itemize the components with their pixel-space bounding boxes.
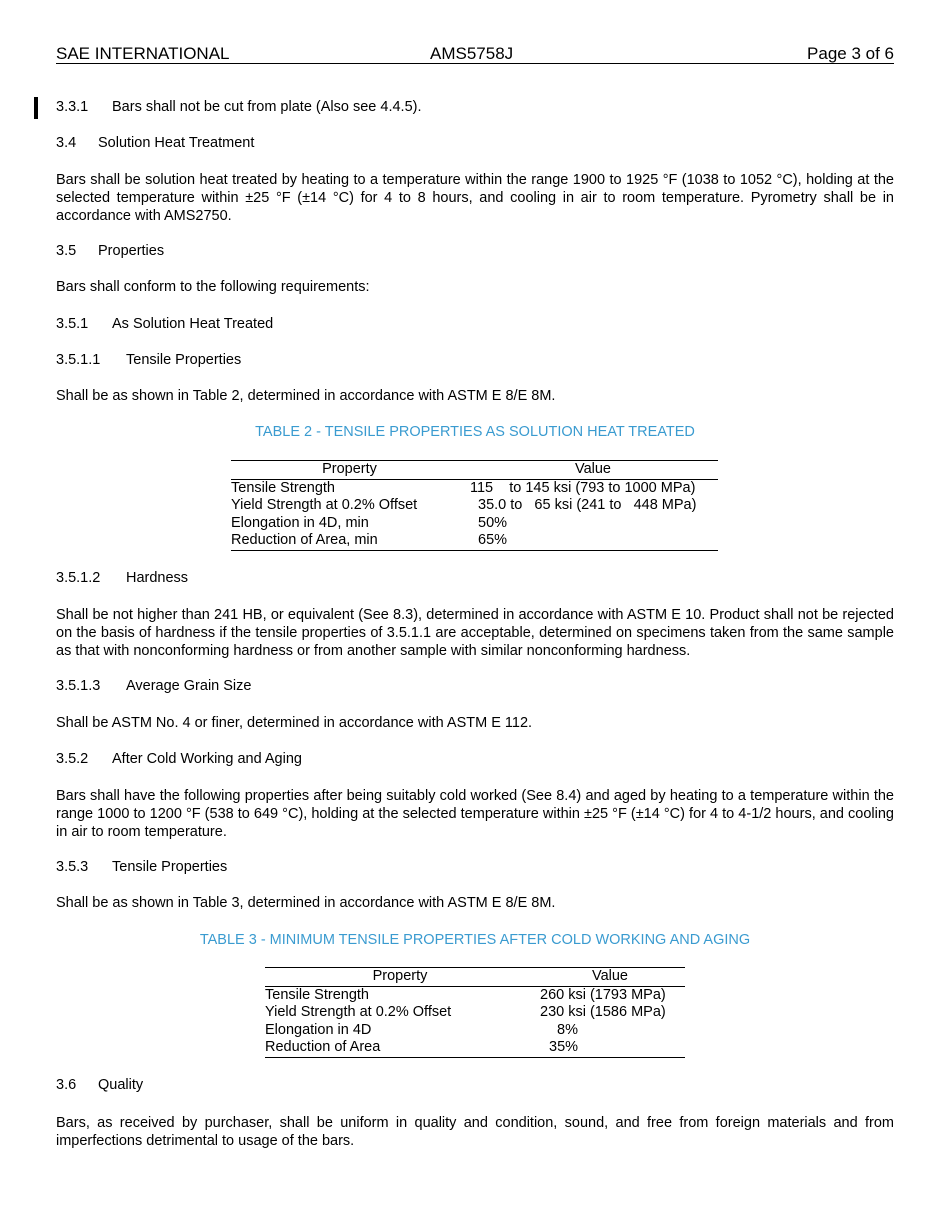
- property-cell: Tensile Strength: [231, 479, 335, 496]
- section-number: 3.4: [56, 135, 77, 151]
- section-3-5-1-2-heading: [56, 570, 188, 586]
- section-number: 3.5.2: [56, 751, 89, 767]
- paragraph-3-5: Bars shall conform to the following requirements:: [56, 279, 370, 295]
- header-org: SAE INTERNATIONAL: [56, 44, 230, 63]
- section-title: Properties: [98, 243, 165, 259]
- section-number: 3.5.1: [56, 316, 89, 332]
- property-cell: Reduction of Area, min: [231, 532, 468, 550]
- section-3-5-1-heading: [56, 316, 273, 332]
- section-3-5-1-3-heading: [56, 678, 251, 694]
- table-row: [265, 986, 685, 1004]
- table-3: [265, 967, 685, 1058]
- property-cell: Elongation in 4D: [265, 1021, 372, 1038]
- paragraph-3-4: Bars shall be solution heat treated by heating to a temperature within the range 1900 to 1925 °F (1038 to 1052 °C), holding at the selected temperature within ±25 °F (±14 °C) for 4 to 8 hours, and cooling in air to room temperature. Pyrometry shall be in accordance with AMS2750.: [56, 172, 894, 224]
- section-number: 3.5.3: [56, 859, 89, 875]
- value-cell: 230 ksi (1586 MPa): [540, 1004, 666, 1021]
- value-cell: 65%: [468, 532, 718, 550]
- table-2-caption: TABLE 2 - TENSILE PROPERTIES AS SOLUTION HEAT TREATED: [255, 424, 695, 440]
- value-cell: 115 to 145 ksi (793 to 1000 MPa): [470, 479, 696, 496]
- paragraph-3-5-3: Shall be as shown in Table 3, determined in accordance with ASTM E 8/E 8M.: [56, 895, 556, 911]
- table-row: [265, 1039, 685, 1057]
- table-row: [265, 1004, 685, 1022]
- section-title: Solution Heat Treatment: [98, 135, 255, 151]
- table-2: [231, 460, 718, 551]
- table-header-row: [265, 968, 685, 987]
- paragraph-3-5-1-1: Shall be as shown in Table 2, determined in accordance with ASTM E 8/E 8M.: [56, 388, 556, 404]
- table-3-caption: TABLE 3 - MINIMUM TENSILE PROPERTIES AFTER COLD WORKING AND AGING: [199, 932, 751, 948]
- value-cell: 50%: [478, 514, 508, 531]
- value-cell: 35.0 to 65 ksi (241 to 448 MPa): [478, 497, 697, 514]
- section-number: 3.6: [56, 1077, 77, 1093]
- value-cell: 35%: [535, 1039, 685, 1057]
- section-title: After Cold Working and Aging: [112, 751, 302, 767]
- section-number: 3.5: [56, 243, 77, 259]
- section-3-5-2-heading: [56, 751, 302, 767]
- paragraph-3-5-1-3: Shall be ASTM No. 4 or finer, determined in accordance with ASTM E 112.: [56, 715, 533, 731]
- property-cell: Elongation in 4D, min: [231, 514, 369, 531]
- column-header-value: Value: [535, 968, 685, 987]
- column-header-property: Property: [265, 968, 535, 987]
- section-number: 3.3.1: [56, 99, 89, 115]
- table-row: [265, 1022, 685, 1040]
- section-title: Quality: [98, 1077, 144, 1093]
- paragraph-3-5-2: Bars shall have the following properties after being suitably cold worked (See 8.4) and aged by heating to a temperature within the range 1000 to 1200 °F (538 to 649 °C), holding at the selected temperature within ±25 °F (±14 °C) for 4 to 4-1/2 hours, and cooling in air to room temperature.: [56, 788, 894, 840]
- property-cell: Yield Strength at 0.2% Offset: [231, 497, 418, 514]
- section-title: Hardness: [126, 570, 189, 586]
- section-3-5-3-heading: [56, 859, 227, 875]
- section-3-3-1: [56, 99, 421, 115]
- paragraph-3-5-1-2: Shall be not higher than 241 HB, or equivalent (See 8.3), determined in accordance with ASTM E 10. Product shall not be rejected on the basis of hardness if the tensile properties of 3.5.1.1 are acceptable, determined on specimens taken from the same sample as that with nonconforming hardness or from another sample with similar nonconforming hardness.: [56, 607, 894, 659]
- table-row: [231, 479, 718, 497]
- section-3-5-1-1-heading: [56, 352, 241, 368]
- value-cell: 260 ksi (1793 MPa): [540, 986, 666, 1003]
- header-page-number: Page 3 of 6: [807, 44, 894, 63]
- change-bar: [34, 97, 38, 119]
- section-title: Tensile Properties: [112, 859, 228, 875]
- property-cell: Tensile Strength: [265, 986, 369, 1003]
- property-cell: Yield Strength at 0.2% Offset: [265, 1004, 452, 1021]
- table-row: [231, 532, 718, 550]
- header-rule: [56, 63, 894, 64]
- section-3-5-heading: [56, 243, 164, 259]
- column-header-property: Property: [231, 461, 468, 480]
- table-row: [231, 497, 718, 515]
- section-number: 3.5.1.3: [56, 678, 101, 694]
- section-number: 3.5.1.2: [56, 570, 101, 586]
- section-number: 3.5.1.1: [56, 352, 101, 368]
- column-header-value: Value: [468, 461, 718, 480]
- section-title: As Solution Heat Treated: [112, 316, 274, 332]
- section-title: Average Grain Size: [126, 678, 252, 694]
- property-cell: Reduction of Area: [265, 1039, 535, 1057]
- table-header-row: [231, 461, 718, 480]
- table-row: [231, 515, 718, 533]
- value-cell: 8%: [557, 1021, 578, 1038]
- paragraph-3-6: Bars, as received by purchaser, shall be uniform in quality and condition, sound, and free from foreign materials and from imperfections detrimental to usage of the bars.: [56, 1115, 894, 1149]
- section-title: Tensile Properties: [126, 352, 242, 368]
- section-3-6-heading: [56, 1077, 143, 1093]
- header-doc-id: AMS5758J: [430, 44, 514, 63]
- section-text: Bars shall not be cut from plate (Also see 4.4.5).: [112, 99, 422, 115]
- section-3-4-heading: [56, 135, 254, 151]
